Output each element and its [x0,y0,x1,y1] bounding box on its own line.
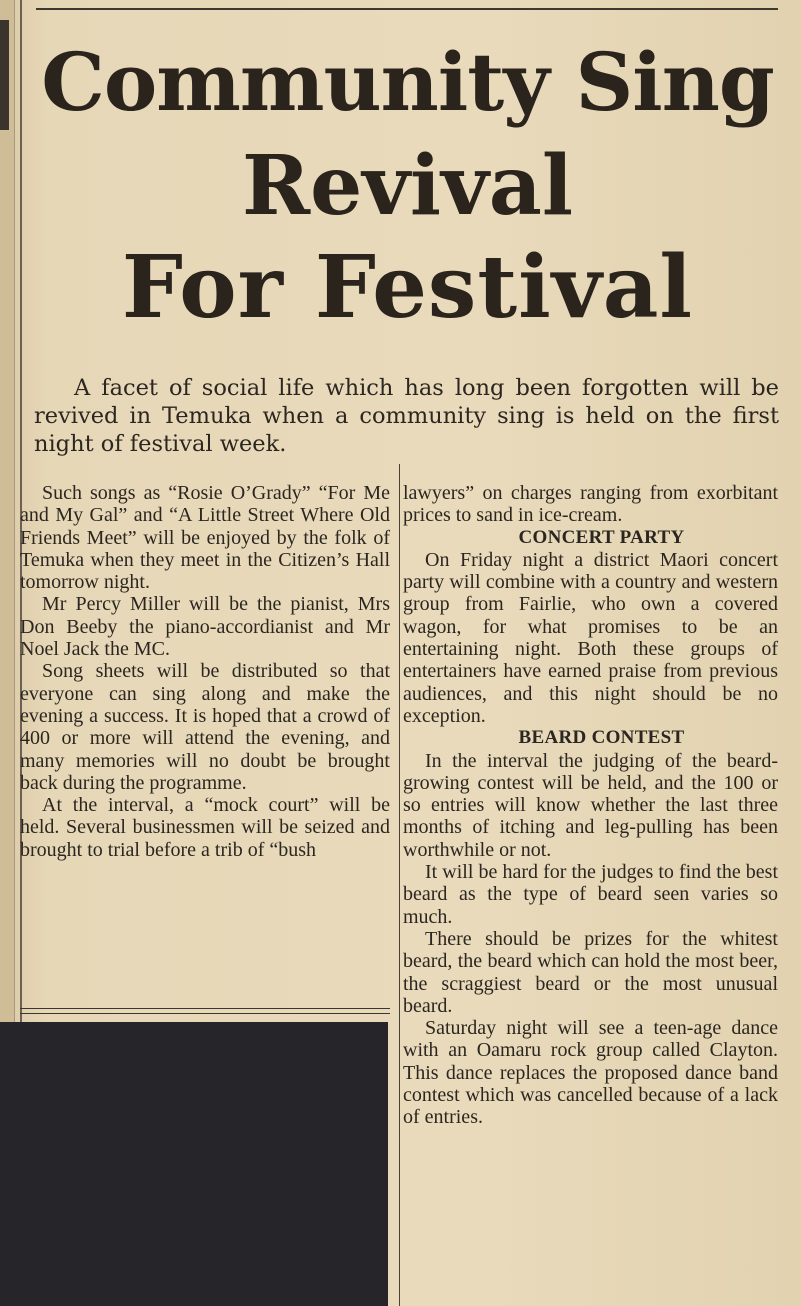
body-paragraph: At the interval, a “mock court” will be held. Several businessmen will be seized and brought to trial before a trib of “bush [20,794,390,861]
headline-line-2: Revival [241,138,574,234]
body-paragraph: There should be prizes for the whitest beard, the beard which can hold the most beer, the scraggiest beard or the most unusual beard. [403,927,778,1017]
subheading-concert-party: CONCERT PARTY [518,526,685,548]
top-rule [36,8,778,10]
body-paragraph: Mr Percy Miller will be the pianist, Mrs Don Beeby the piano-accordianist and Mr Noel Jack the MC. [20,593,390,661]
body-paragraph: It will be hard for the judges to find the best beard as the type of beard seen varies so much. [403,861,778,928]
headline-line-1: Community Sing [41,35,774,129]
column-divider [399,464,400,1306]
headline-line-3: For Festival [121,237,694,338]
end-rule [20,1008,390,1009]
body-paragraph: Such songs as “Rosie O’Grady” “For Me and My Gal” and “A Little Street Where Old Friends Meet” will be enjoyed by the folk of Temuka when they meet in the Citizen’s Hall tomorrow night. [20,482,390,594]
lead-paragraph: A facet of social life which has long been forgotten will be revived in Temuka when a community sing is held on the first night of festival week. [34,375,779,457]
body-paragraph: In the interval the judging of the beard-growing contest will be held, and the 100 or so entries will know whether the last three months of itching and leg-pulling has been worthwhile or not. [403,749,778,861]
left-column [20,482,390,861]
subheading-beard-contest: BEARD CONTEST [518,727,685,749]
continued-paragraph: lawyers” on charges ranging from exorbitant prices to sand in ice-cream. [403,482,778,527]
edge-mark [0,20,9,130]
dark-backing-area [0,1022,388,1306]
body-paragraph: Song sheets will be distributed so that everyone can sing along and make the evening a success. It is hoped that a crowd of 400 or more will attend the evening, and many memories will no doubt be brought back during the programme. [20,660,390,794]
body-paragraph: On Friday night a district Maori concert party will combine with a country and western group from Fairlie, who own a covered wagon, for what promises to be an entertaining night. Both these groups of entertainers have earned praise from previous audiences, and this night should be no exception. [403,548,778,727]
right-column [403,482,778,1129]
body-paragraph: Saturday night will see a teen-age dance with an Oamaru rock group called Clayton. This dance replaces the proposed dance band contest which was cancelled because of a lack of entries. [403,1017,778,1129]
end-rule [20,1013,390,1014]
